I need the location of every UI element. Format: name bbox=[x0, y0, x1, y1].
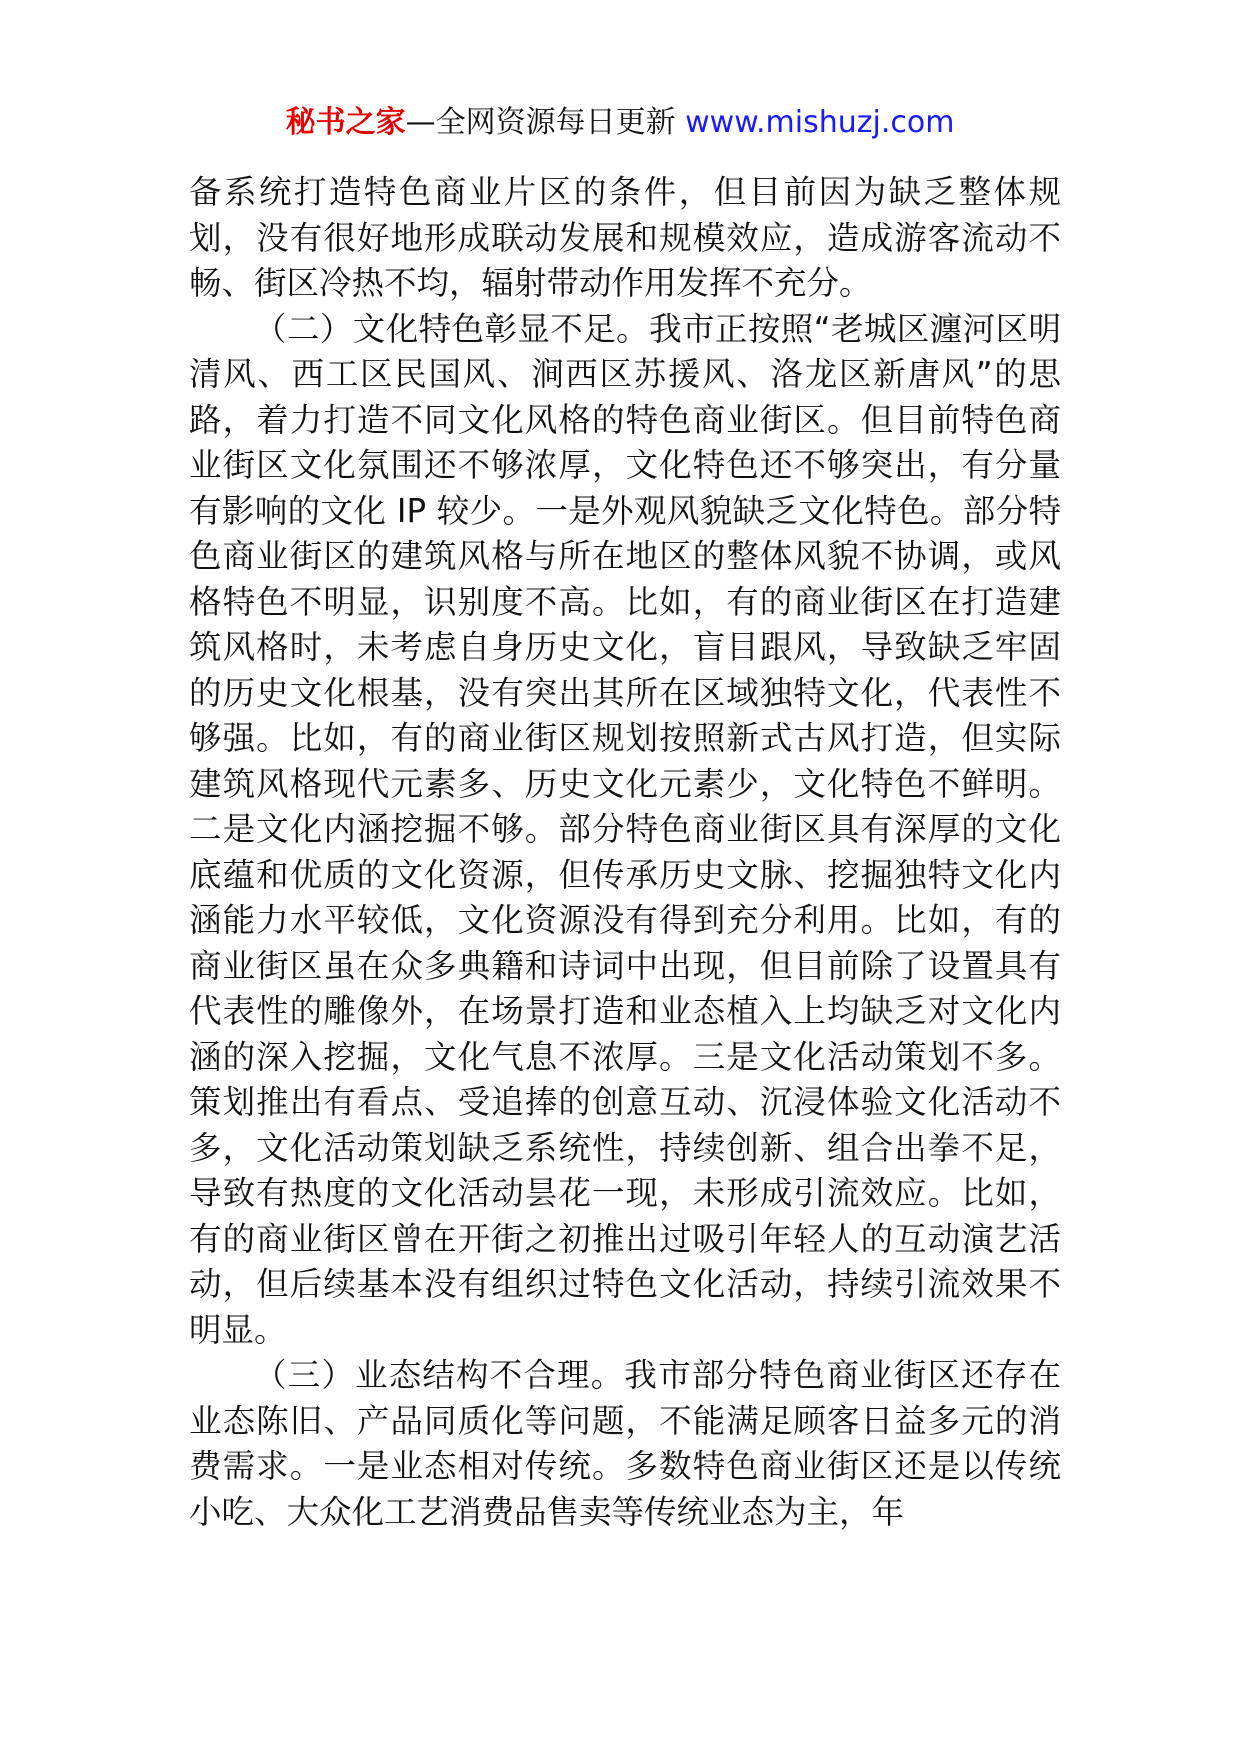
header-slogan: —全网资源每日更新 bbox=[405, 105, 686, 140]
paragraph-section-3: （三）业态结构不合理。我市部分特色商业街区还存在业态陈旧、产品同质化等问题，不能满足顾客日益多元的消费需求。一是业态相对传统。多数特色商业街区还是以传统小吃、大众化工艺消费品售卖等传统业态为主，年 bbox=[189, 1356, 1061, 1531]
paragraph-continuation: 备系统打造特色商业片区的条件，但目前因为缺乏整体规划，没有很好地形成联动发展和规模效应，造成游客流动不畅、街区冷热不均，辐射带动作用发挥不充分。 bbox=[189, 173, 1061, 302]
document-body bbox=[189, 170, 1061, 1535]
paragraph-section-2: （二）文化特色彰显不足。我市正按照“老城区瀍河区明清风、西工区民国风、涧西区苏援风、洛龙区新唐风”的思路，着力打造不同文化风格的特色商业街区。但目前特色商业街区文化氛围还不够浓厚，文化特色还不够突出，有分量有影响的文化 IP 较少。一是外观风貌缺乏文化特色。部分特色商业街区的建筑风格与所在地区的整体风貌不协调，或风格特色不明显，识别度不高。比如，有的商业街区在打造建筑风格时，未考虑自身历史文化，盲目跟风，导致缺乏牢固的历史文化根基，没有突出其所在区域独特文化，代表性不够强。比如，有的商业街区规划按照新式古风打造，但实际建筑风格现代元素多、历史文化元素少，文化特色不鲜明。二是文化内涵挖掘不够。部分特色商业街区具有深厚的文化底蕴和优质的文化资源，但传承历史文脉、挖掘独特文化内涵能力水平较低，文化资源没有得到充分利用。比如，有的商业街区虽在众多典籍和诗词中出现，但目前除了设置具有代表性的雕像外，在场景打造和业态植入上均缺乏对文化内涵的深入挖掘，文化气息不浓厚。三是文化活动策划不多。策划推出有看点、受追捧的创意互动、沉浸体验文化活动不多，文化活动策划缺乏系统性，持续创新、组合出拳不足，导致有热度的文化活动昙花一现，未形成引流效应。比如，有的商业街区曾在开街之初推出过吸引年轻人的互动演艺活动，但后续基本没有组织过特色文化活动，持续引流效果不明显。 bbox=[189, 309, 1061, 1349]
site-url-link[interactable]: www.mishuzj.com bbox=[685, 105, 955, 140]
brand-name: 秘书之家 bbox=[285, 105, 406, 140]
page-header bbox=[0, 100, 1240, 146]
